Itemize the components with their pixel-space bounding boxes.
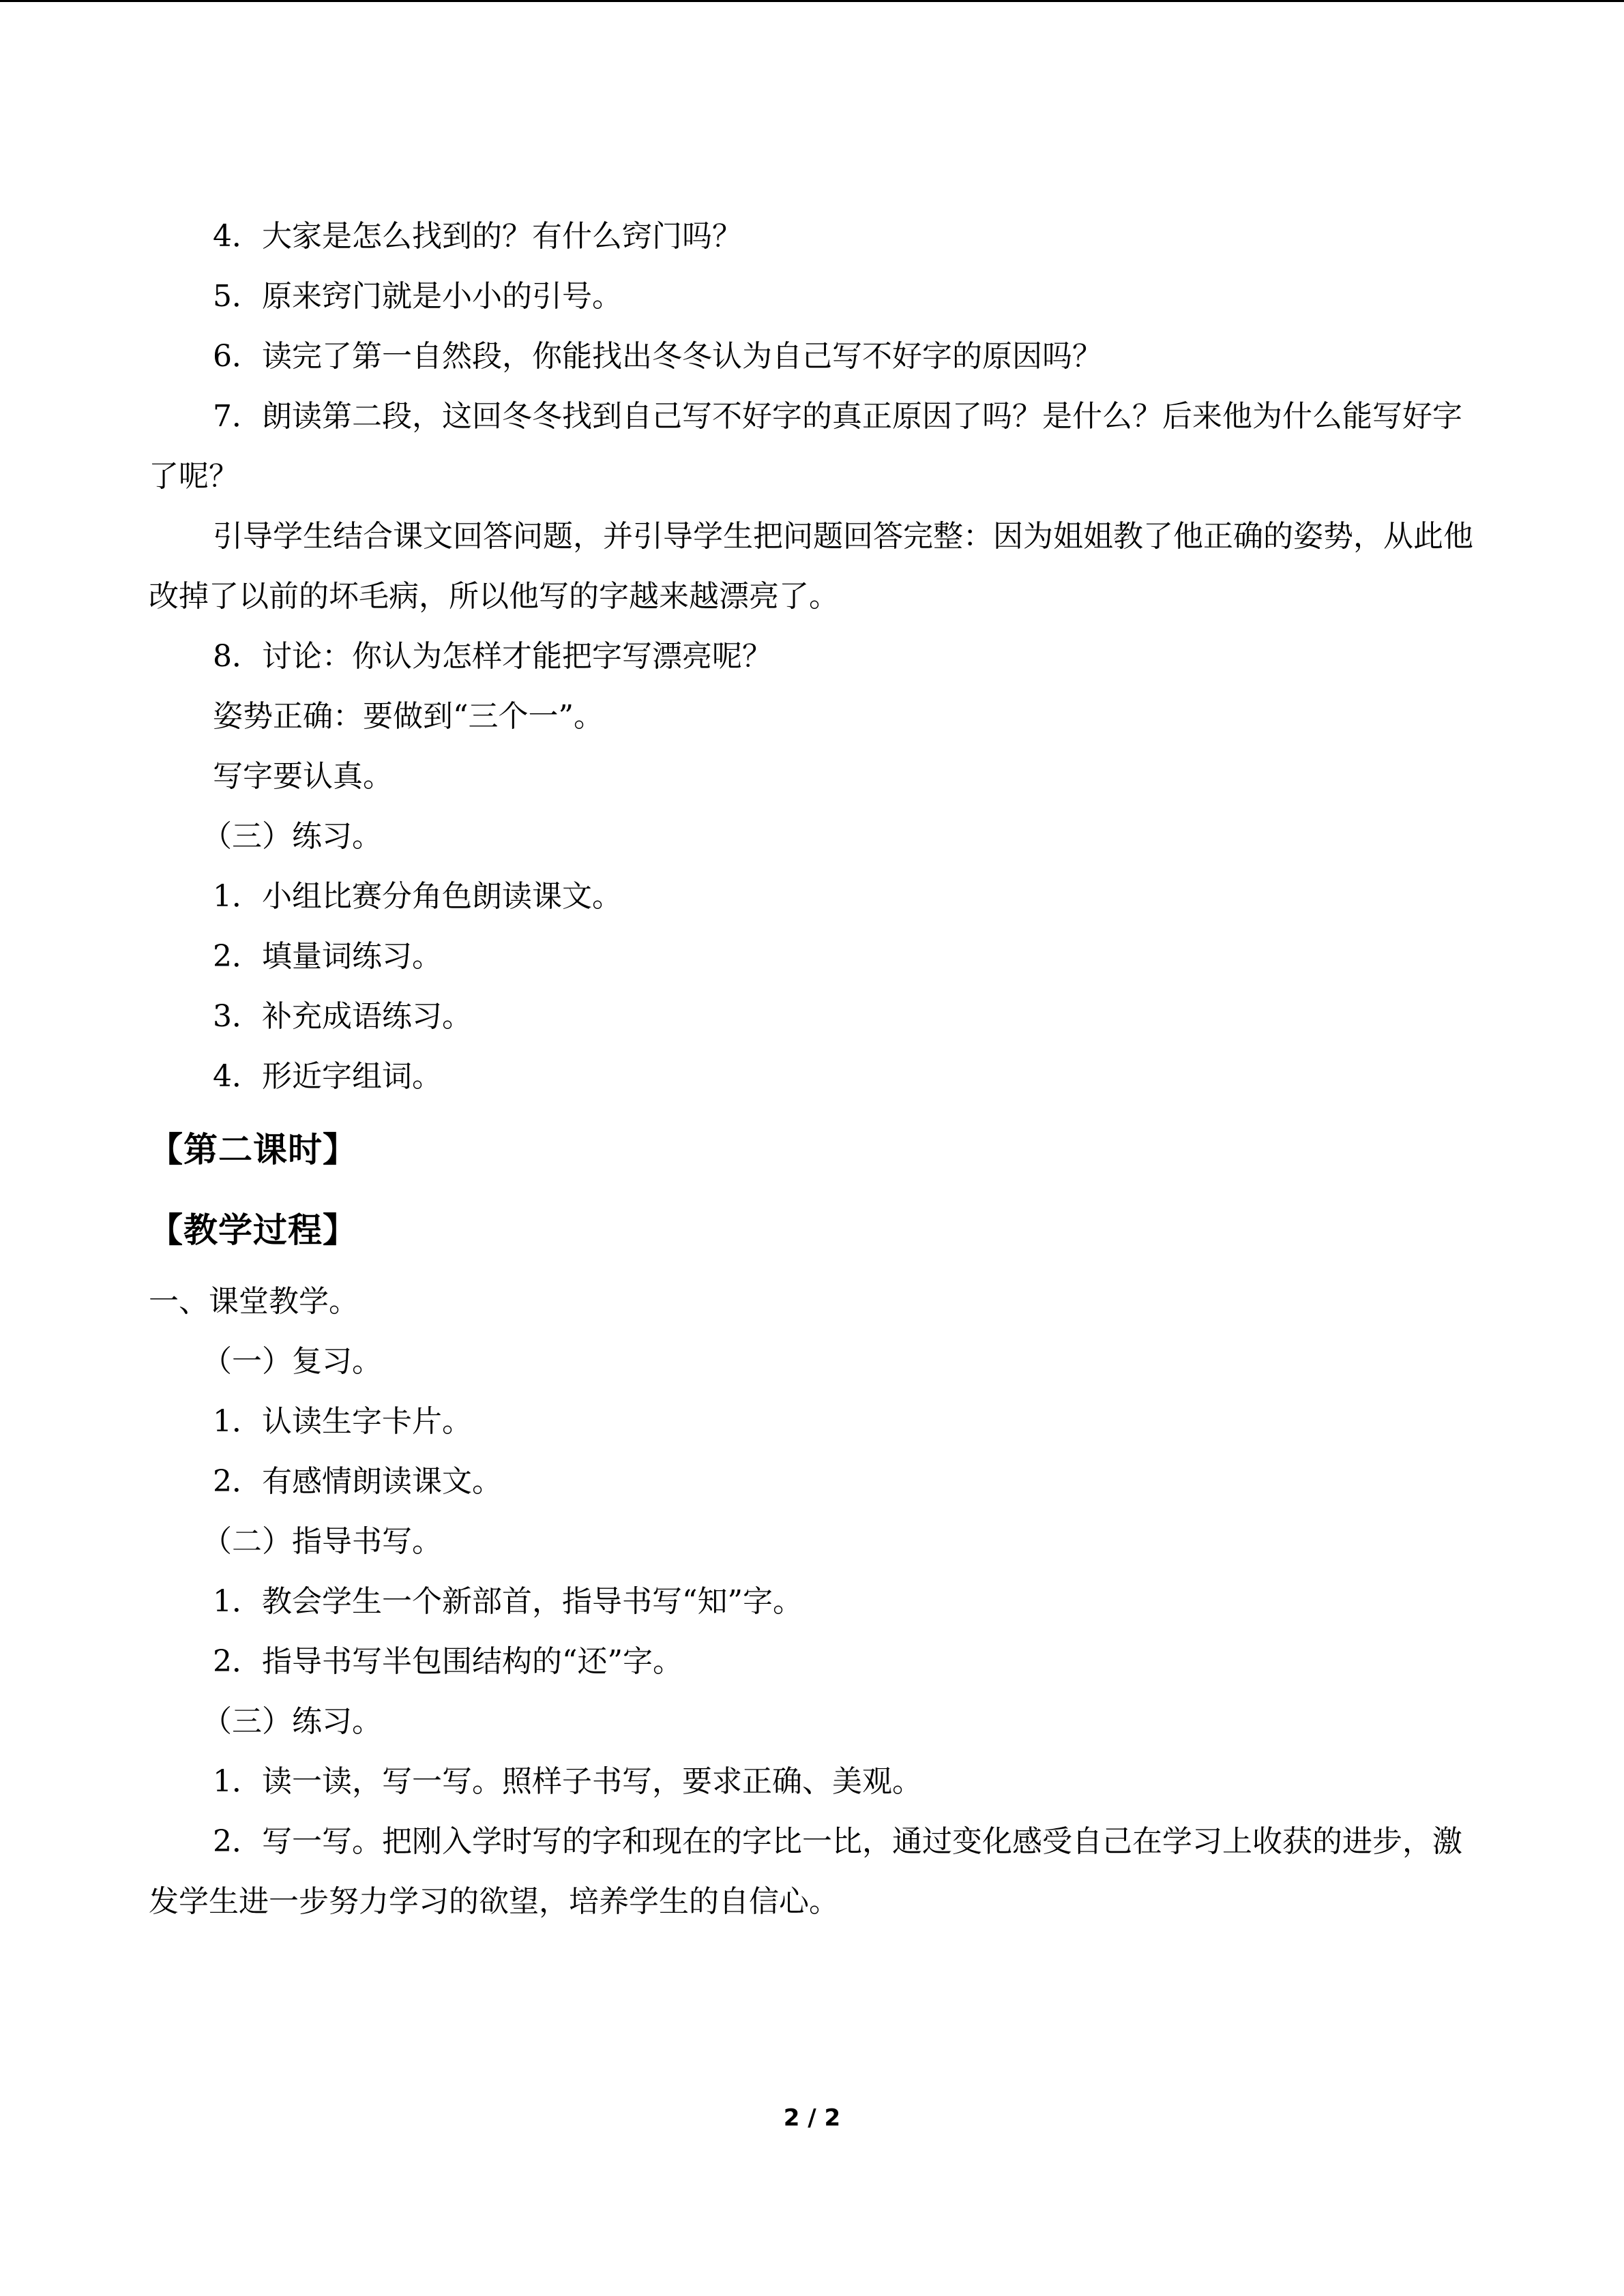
paragraph-posture: 姿势正确：要做到“三个一”。 <box>213 699 604 734</box>
writing-item-1: 1．教会学生一个新部首，指导书写“知”字。 <box>213 1584 803 1619</box>
practice-item-4: 4．形近字组词。 <box>213 1059 442 1094</box>
subsection-writing-guidance: （二）指导书写。 <box>202 1524 442 1559</box>
paragraph-step-5: 5．原来窍门就是小小的引号。 <box>213 279 622 314</box>
review-item-1: 1．认读生字卡片。 <box>213 1404 472 1439</box>
subsection-practice: （三）练习。 <box>202 1704 382 1739</box>
practice-item-1: 1．小组比赛分角色朗读课文。 <box>213 879 622 914</box>
paragraph-step-7: 7．朗读第二段，这回冬冬找到自己写不好字的真正原因了吗？是什么？后来他为什么能写好字了呢？ <box>149 399 1462 494</box>
subsection-review: （一）复习。 <box>202 1344 382 1379</box>
practice2-item-2: 2．写一写。把刚入学时写的字和现在的字比一比，通过变化感受自己在学习上收获的进步，激发学生进一步努力学习的欲望，培养学生的自信心。 <box>149 1824 1462 1919</box>
paragraph-step-6: 6．读完了第一自然段，你能找出冬冬认为自己写不好字的原因吗？ <box>213 339 1102 374</box>
practice-item-2: 2．填量词练习。 <box>213 939 442 974</box>
practice2-item-1: 1．读一读，写一写。照样子书写，要求正确、美观。 <box>213 1764 922 1799</box>
paragraph-step-8: 8．讨论：你认为怎样才能把字写漂亮呢？ <box>213 639 772 674</box>
page-content <box>149 207 1475 1932</box>
heading-second-lesson: 【第二课时】 <box>149 1130 357 1169</box>
practice-item-3: 3．补充成语练习。 <box>213 999 472 1034</box>
section-practice-heading: （三）练习。 <box>202 819 382 854</box>
review-item-2: 2．有感情朗读课文。 <box>213 1464 502 1499</box>
paragraph-careful-writing: 写字要认真。 <box>213 759 393 794</box>
page-number: 2 / 2 <box>783 2104 841 2132</box>
heading-teaching-process: 【教学过程】 <box>149 1210 357 1250</box>
section-classroom-teaching: 一、课堂教学。 <box>149 1284 359 1319</box>
paragraph-guidance: 引导学生结合课文回答问题，并引导学生把问题回答完整：因为姐姐教了他正确的姿势，从此他改掉了以前的坏毛病，所以他写的字越来越漂亮了。 <box>149 519 1473 614</box>
paragraph-step-4: 4．大家是怎么找到的？有什么窍门吗？ <box>213 219 742 254</box>
writing-item-2: 2．指导书写半包围结构的“还”字。 <box>213 1644 683 1679</box>
